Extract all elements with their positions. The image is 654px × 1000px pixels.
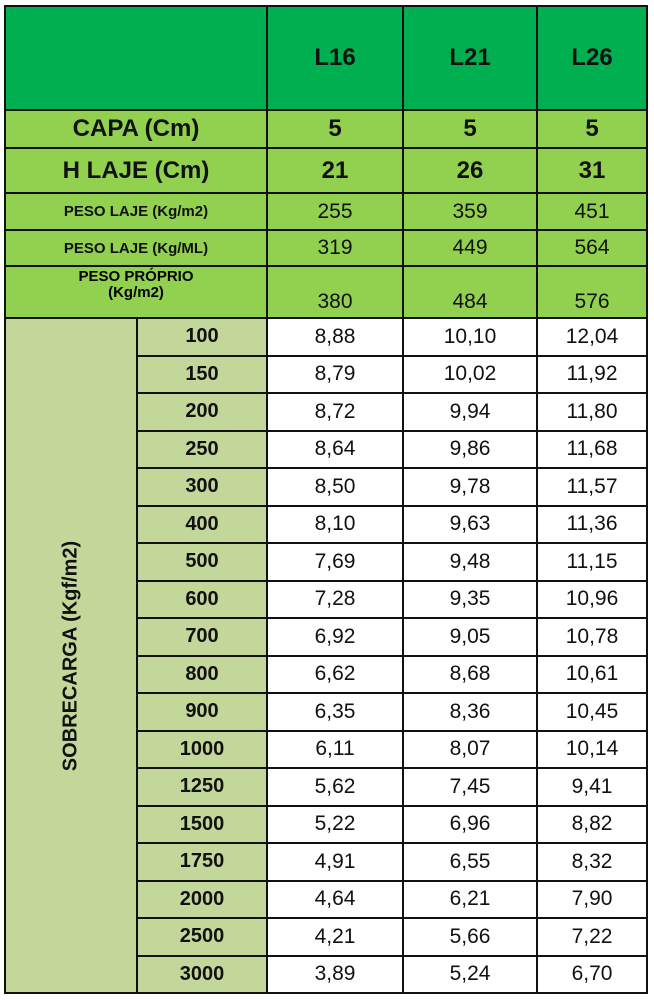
span-value-l26: 11,36 [537,506,647,544]
span-value-l26: 8,82 [537,806,647,844]
peso-laje-m2-value-l21: 359 [403,193,537,230]
header-corner [5,6,267,110]
capa-label: CAPA (Cm) [5,110,267,148]
span-value-l21: 6,96 [403,806,537,844]
span-value-l26: 10,61 [537,656,647,694]
peso-proprio-label [5,266,267,318]
load-value: 800 [137,656,267,694]
load-value: 900 [137,693,267,731]
span-value-l21: 9,63 [403,506,537,544]
span-value-l16: 7,69 [267,543,403,581]
h-laje-row [5,148,647,193]
span-value-l16: 8,72 [267,393,403,431]
load-value: 1000 [137,731,267,769]
span-value-l16: 5,22 [267,806,403,844]
peso-proprio-label-line2: (Kg/m2) [108,284,164,301]
load-value: 1250 [137,768,267,806]
peso-laje-m2-row [5,193,647,230]
peso-laje-ml-row [5,230,647,266]
span-value-l16: 8,10 [267,506,403,544]
span-value-l21: 7,45 [403,768,537,806]
span-value-l26: 10,96 [537,581,647,619]
capa-value-l21: 5 [403,110,537,148]
peso-proprio-value-l21: 484 [403,266,537,318]
span-value-l26: 9,41 [537,768,647,806]
sobrecarga-label: SOBRECARGA (Kgf/m2) [59,540,82,771]
span-value-l21: 5,24 [403,956,537,994]
peso-laje-m2-value-l16: 255 [267,193,403,230]
load-value: 400 [137,506,267,544]
span-value-l16: 4,91 [267,843,403,881]
capa-value-l26: 5 [537,110,647,148]
load-value: 700 [137,618,267,656]
peso-laje-ml-label: PESO LAJE (Kg/ML) [5,230,267,266]
span-value-l26: 11,15 [537,543,647,581]
span-value-l16: 8,50 [267,468,403,506]
load-value: 1750 [137,843,267,881]
span-value-l16: 6,11 [267,731,403,769]
peso-laje-ml-value-l16: 319 [267,230,403,266]
load-value: 1500 [137,806,267,844]
header-col-l26: L26 [537,6,647,110]
span-value-l26: 11,92 [537,356,647,394]
span-value-l21: 8,36 [403,693,537,731]
span-value-l26: 10,14 [537,731,647,769]
header-col-l16: L16 [267,6,403,110]
span-value-l16: 8,88 [267,318,403,356]
sobrecarga-row [5,318,647,356]
load-value: 200 [137,393,267,431]
span-value-l16: 3,89 [267,956,403,994]
span-table-container [4,5,648,994]
capa-value-l16: 5 [267,110,403,148]
span-value-l16: 5,62 [267,768,403,806]
peso-proprio-value-l16: 380 [267,266,403,318]
header-row [5,6,647,110]
span-value-l26: 10,45 [537,693,647,731]
span-value-l21: 6,55 [403,843,537,881]
span-value-l16: 6,62 [267,656,403,694]
span-value-l21: 10,02 [403,356,537,394]
peso-proprio-label-line1: PESO PRÓPRIO [78,268,194,285]
span-value-l21: 9,94 [403,393,537,431]
span-value-l16: 6,92 [267,618,403,656]
span-value-l26: 11,57 [537,468,647,506]
load-value: 150 [137,356,267,394]
span-value-l26: 10,78 [537,618,647,656]
span-value-l26: 12,04 [537,318,647,356]
span-value-l21: 9,86 [403,431,537,469]
peso-laje-ml-value-l26: 564 [537,230,647,266]
span-value-l21: 10,10 [403,318,537,356]
h-laje-value-l26: 31 [537,148,647,193]
load-value: 2500 [137,918,267,956]
peso-laje-m2-label: PESO LAJE (Kg/m2) [5,193,267,230]
load-value: 600 [137,581,267,619]
peso-proprio-row [5,266,647,318]
span-value-l16: 7,28 [267,581,403,619]
span-value-l26: 11,68 [537,431,647,469]
span-value-l26: 8,32 [537,843,647,881]
span-value-l26: 7,90 [537,881,647,919]
h-laje-label: H LAJE (Cm) [5,148,267,193]
peso-proprio-value-l26: 576 [537,266,647,318]
span-value-l16: 8,64 [267,431,403,469]
span-value-l21: 8,07 [403,731,537,769]
span-value-l26: 6,70 [537,956,647,994]
span-value-l16: 4,21 [267,918,403,956]
span-value-l26: 11,80 [537,393,647,431]
span-value-l21: 9,48 [403,543,537,581]
load-value: 300 [137,468,267,506]
span-value-l21: 6,21 [403,881,537,919]
h-laje-value-l16: 21 [267,148,403,193]
span-value-l16: 6,35 [267,693,403,731]
span-value-l21: 8,68 [403,656,537,694]
h-laje-value-l21: 26 [403,148,537,193]
span-value-l21: 9,05 [403,618,537,656]
span-value-l21: 9,35 [403,581,537,619]
header-col-l21: L21 [403,6,537,110]
span-value-l26: 7,22 [537,918,647,956]
span-value-l21: 5,66 [403,918,537,956]
span-value-l16: 4,64 [267,881,403,919]
span-value-l21: 9,78 [403,468,537,506]
load-value: 3000 [137,956,267,994]
span-table [4,5,648,994]
sobrecarga-side-label-cell [5,318,137,993]
span-value-l16: 8,79 [267,356,403,394]
peso-laje-m2-value-l26: 451 [537,193,647,230]
capa-row [5,110,647,148]
peso-laje-ml-value-l21: 449 [403,230,537,266]
load-value: 500 [137,543,267,581]
load-value: 100 [137,318,267,356]
load-value: 250 [137,431,267,469]
load-value: 2000 [137,881,267,919]
